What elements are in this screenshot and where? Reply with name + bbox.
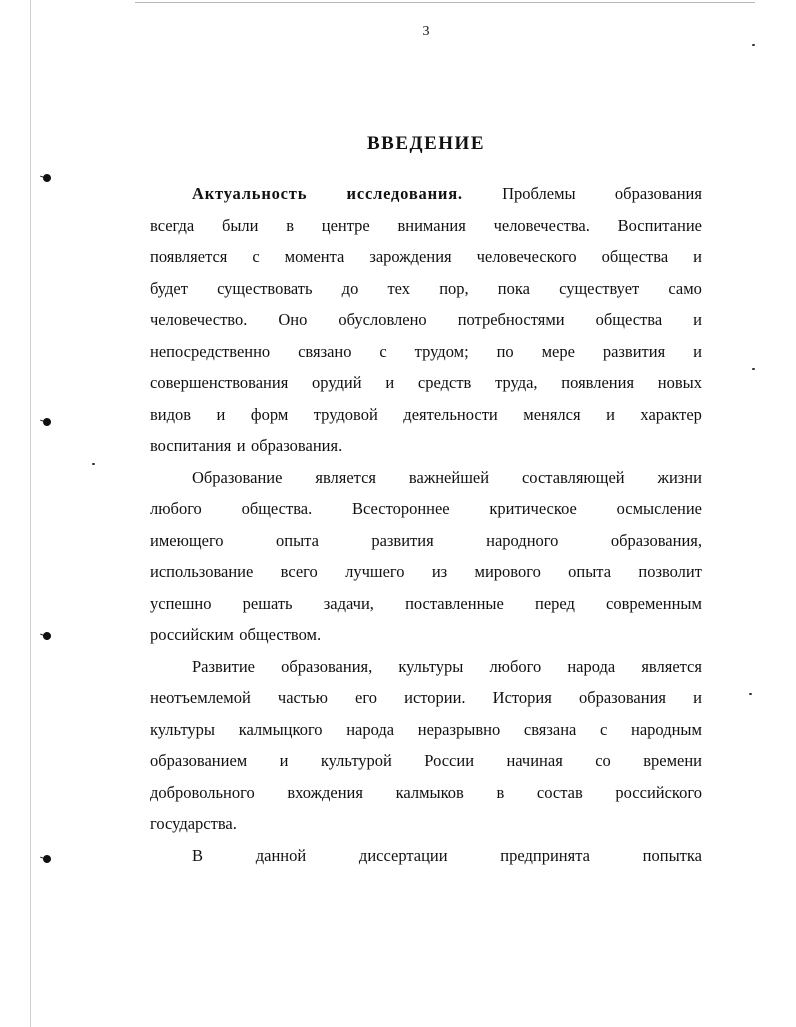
word: всегда: [150, 215, 195, 235]
word: в: [496, 782, 505, 802]
text-line: [150, 495, 702, 523]
text-line: [150, 590, 702, 618]
binding-mark: [42, 417, 52, 427]
word: потребностями: [457, 310, 565, 329]
word: важнейшей: [408, 467, 490, 487]
word: критическое: [489, 499, 577, 518]
word: Всестороннее: [351, 499, 450, 518]
word: и: [236, 436, 246, 455]
scan-speck: [92, 463, 95, 465]
word: культуры: [398, 656, 464, 676]
text-line: [150, 306, 702, 334]
word: пока: [497, 278, 530, 298]
text-line: [150, 779, 702, 807]
word: зарождения: [369, 247, 452, 266]
text-line: [150, 432, 702, 460]
word: В: [192, 845, 204, 865]
word: Оно: [278, 310, 308, 329]
word: человечества.: [493, 215, 590, 235]
word: История: [492, 688, 552, 707]
word: Развитие: [192, 656, 256, 676]
word: перед: [534, 593, 575, 613]
text-line: [192, 464, 702, 492]
word: менялся: [523, 404, 581, 424]
word: пор,: [439, 278, 469, 298]
word: состав: [536, 782, 583, 802]
text-line: [192, 653, 702, 681]
word: лучшего: [345, 562, 405, 581]
text-line: [150, 369, 702, 397]
word: российского: [615, 782, 702, 802]
word: России: [424, 751, 475, 770]
word: по: [496, 341, 514, 361]
text-line: [192, 842, 702, 870]
word: центре: [321, 215, 370, 235]
word: общества: [601, 247, 669, 266]
word: его: [355, 688, 377, 707]
word: с: [600, 719, 608, 739]
word: развития: [602, 341, 666, 361]
word: задачи,: [323, 593, 374, 613]
word: и: [279, 751, 289, 770]
word: народа: [567, 656, 616, 676]
text-line: [150, 716, 702, 744]
word: неразрывно: [417, 719, 501, 739]
word: данной: [255, 845, 307, 865]
word: диссертации: [358, 845, 448, 865]
word: народным: [631, 719, 702, 739]
word: образования: [614, 184, 702, 203]
text-line: [150, 338, 702, 366]
scan-left-edge: [30, 0, 31, 1027]
word: новых: [657, 373, 702, 392]
word: добровольного: [150, 782, 255, 802]
word: связана: [523, 719, 577, 739]
word: является: [641, 656, 702, 676]
word: государства.: [150, 814, 237, 833]
word: развития: [371, 530, 434, 550]
word: непосредственно: [150, 341, 271, 361]
word: тех: [387, 278, 411, 298]
word: воспитания: [150, 436, 232, 455]
word: всего: [280, 562, 318, 581]
word: поставленные: [405, 593, 504, 613]
word: Проблемы: [502, 184, 576, 203]
word: с: [252, 247, 260, 266]
word: характер: [640, 404, 702, 424]
word: из: [431, 562, 448, 581]
word: совершенствования: [150, 373, 289, 392]
word: частью: [277, 688, 328, 707]
word: калмыцкого: [238, 719, 323, 739]
word: любого: [489, 656, 542, 676]
word: образования,: [610, 530, 702, 550]
word: внимания: [397, 215, 466, 235]
section-heading: ВВЕДЕНИЕ: [367, 133, 485, 154]
word: и: [693, 310, 702, 329]
word: и: [693, 688, 702, 707]
word: человечество.: [150, 310, 248, 329]
word: культуры: [150, 719, 216, 739]
text-line: [150, 747, 702, 775]
word: мирового: [474, 562, 541, 581]
word: со: [595, 751, 611, 770]
word: народного: [486, 530, 559, 550]
word: культурой: [320, 751, 392, 770]
word: средств: [417, 373, 472, 392]
word: существовать: [217, 278, 313, 298]
word: успешно: [150, 593, 212, 613]
page-number: 3: [422, 24, 430, 39]
word: истории.: [404, 688, 466, 707]
binding-mark: [42, 173, 52, 183]
word: образования,: [281, 656, 373, 676]
word: появляется: [150, 247, 228, 266]
word: неотъемлемой: [150, 688, 251, 707]
text-line: [150, 558, 702, 586]
word: и: [693, 247, 702, 266]
word: использование: [150, 562, 254, 581]
word: опыта: [568, 562, 612, 581]
word: и: [216, 404, 226, 424]
text-line: [150, 810, 702, 838]
text-line: [150, 621, 702, 649]
word: появления: [561, 373, 635, 392]
scan-speck: [752, 44, 755, 46]
word: и: [606, 404, 615, 424]
text-line: [150, 243, 702, 271]
word: существует: [559, 278, 640, 298]
text-line: [150, 527, 702, 555]
word: деятельности: [403, 404, 498, 424]
word: в: [286, 215, 295, 235]
word: является: [315, 467, 376, 487]
word: современным: [606, 593, 702, 613]
word: до: [341, 278, 359, 298]
word: Актуальность: [192, 184, 308, 203]
word: мере: [541, 341, 575, 361]
word: и: [385, 373, 395, 392]
word: жизни: [657, 467, 702, 487]
word: само: [668, 278, 702, 298]
binding-mark: [42, 854, 52, 864]
word: имеющего: [150, 530, 224, 550]
word: образования: [578, 688, 666, 707]
word: решать: [242, 593, 293, 613]
word: человеческого: [476, 247, 577, 266]
word: трудовой: [313, 404, 378, 424]
word: позволит: [638, 562, 702, 581]
word: будет: [150, 278, 188, 298]
word: Воспитание: [617, 215, 702, 235]
word: обществом.: [239, 625, 322, 644]
word: форм: [250, 404, 289, 424]
word: образования.: [251, 436, 343, 455]
word: общества: [595, 310, 663, 329]
word: связано: [298, 341, 352, 361]
word: общества.: [241, 499, 313, 518]
word: орудий: [312, 373, 362, 392]
word: исследования.: [346, 184, 463, 203]
word: калмыков: [395, 782, 464, 802]
word: с: [379, 341, 387, 361]
word: любого: [150, 499, 202, 518]
text-line: [192, 180, 702, 208]
scan-top-edge: [135, 2, 755, 3]
word: были: [221, 215, 259, 235]
text-line: [150, 401, 702, 429]
word: попытка: [642, 845, 702, 865]
scan-speck: [749, 693, 752, 695]
word: и: [693, 341, 702, 361]
word: момента: [284, 247, 345, 266]
binding-mark: [42, 631, 52, 641]
word: образованием: [150, 751, 248, 770]
scan-speck: [752, 368, 755, 370]
word: видов: [150, 404, 192, 424]
word: времени: [643, 751, 702, 770]
word: российским: [150, 625, 234, 644]
word: Образование: [192, 467, 283, 487]
word: предпринята: [500, 845, 590, 865]
word: составляющей: [521, 467, 625, 487]
word: осмысление: [616, 499, 702, 518]
word: народа: [346, 719, 395, 739]
text-line: [150, 275, 702, 303]
word: обусловлено: [338, 310, 427, 329]
word: трудом;: [414, 341, 469, 361]
word: начиная: [506, 751, 563, 770]
text-line: [150, 212, 702, 240]
word: опыта: [276, 530, 319, 550]
text-line: [150, 684, 702, 712]
word: труда,: [495, 373, 538, 392]
word: вхождения: [287, 782, 363, 802]
